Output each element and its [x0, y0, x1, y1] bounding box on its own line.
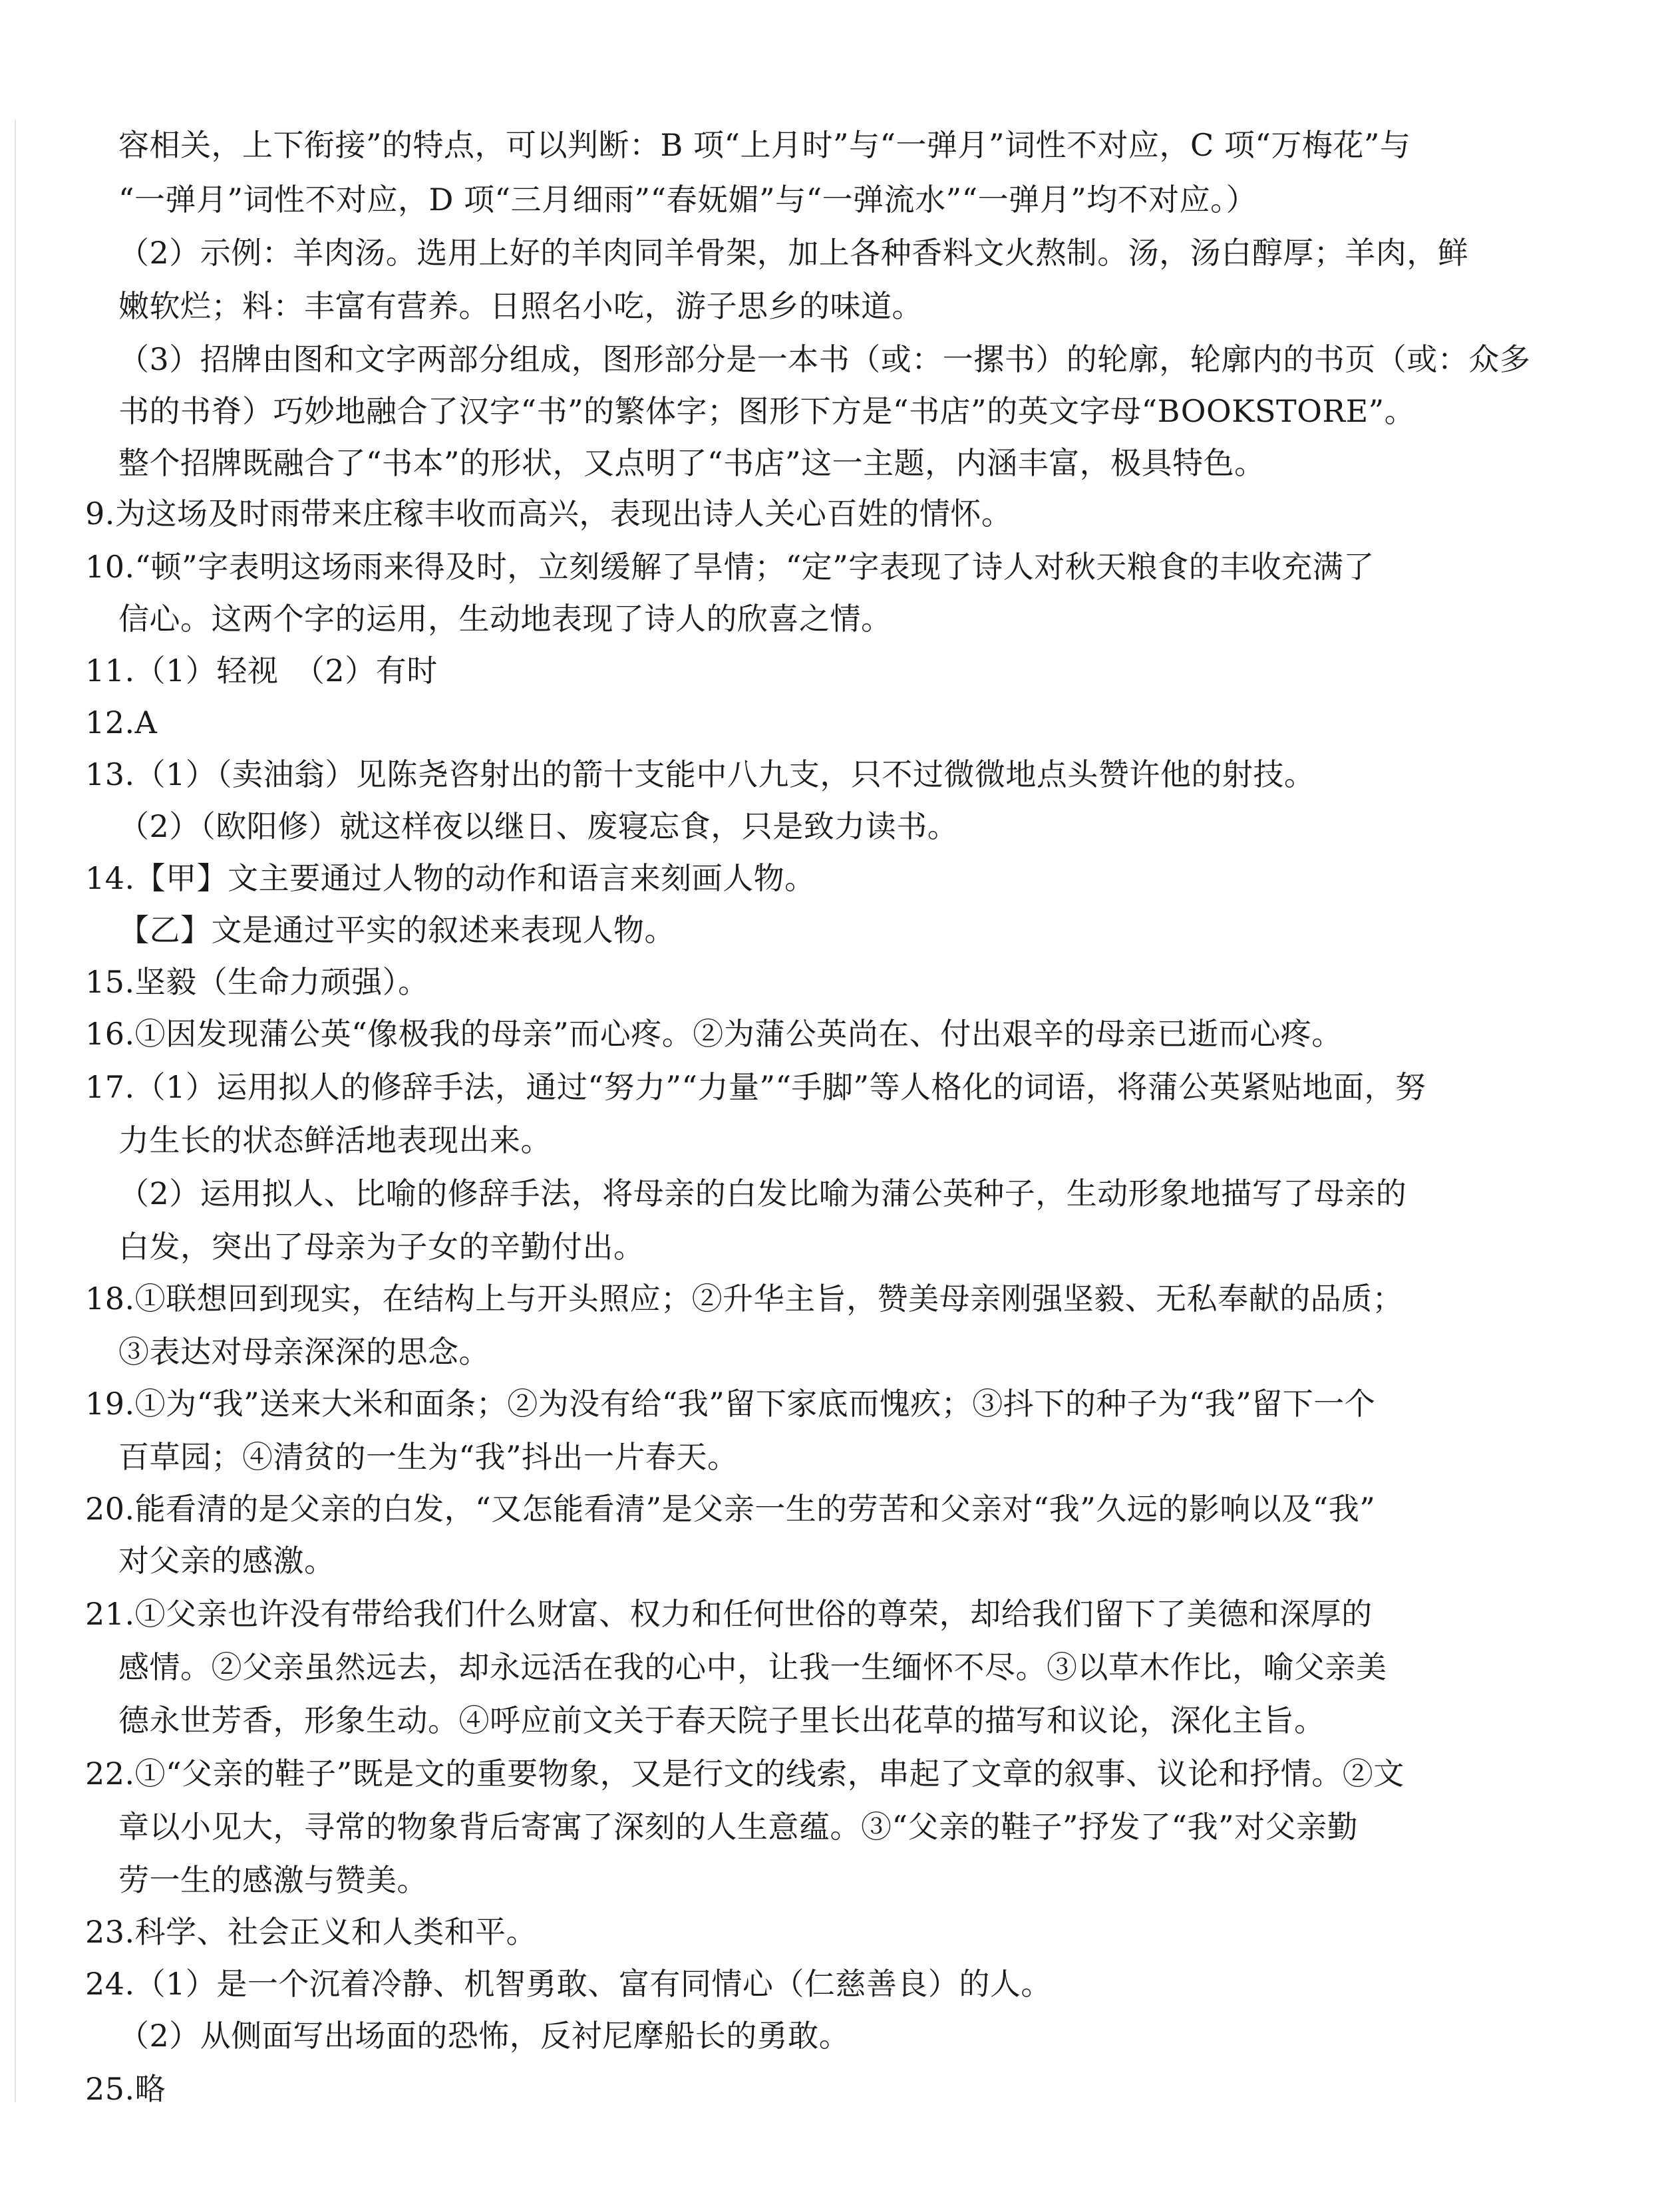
text-line: 信心。这两个字的运用，生动地表现了诗人的欣喜之情。 — [118, 601, 892, 637]
answer-21: 21.①父亲也许没有带给我们什么财富、权力和任何世俗的尊荣，却给我们留下了美德和深厚的 — [85, 1596, 1373, 1632]
answer-16: 16.①因发现蒲公英“像极我的母亲”而心疼。②为蒲公英尚在、付出艰辛的母亲已逝而心疼。 — [85, 1016, 1343, 1052]
answer-15: 15.坚毅（生命力顽强）。 — [85, 964, 429, 1000]
answer-13: 13.（1）（卖油翁）见陈尧咨射出的箭十支能中八九支，只不过微微地点头赞许他的射技。 — [85, 756, 1315, 792]
answer-23: 23.科学、社会正义和人类和平。 — [85, 1914, 538, 1950]
text-line: 【乙】文是通过平实的叙述来表现人物。 — [118, 912, 675, 948]
answer-12: 12.A — [85, 705, 158, 740]
text-line: 白发，突出了母亲为子女的辛勤付出。 — [118, 1229, 645, 1265]
answer-19: 19.①为“我”送来大米和面条；②为没有给“我”留下家底而愧疚；③抖下的种子为“我”留下一个 — [85, 1386, 1376, 1422]
answer-10: 10.“顿”字表明这场雨来得及时，立刻缓解了旱情；“定”字表现了诗人对秋天粮食的丰收充满了 — [85, 549, 1375, 585]
answer-18: 18.①联想回到现实，在结构上与开头照应；②升华主旨，赞美母亲刚强坚毅、无私奉献的品质； — [85, 1281, 1404, 1317]
text-line: 整个招牌既融合了“书本”的形状，又点明了“书店”这一主题，内涵丰富，极具特色。 — [118, 445, 1265, 481]
answer-20: 20.能看清的是父亲的白发，“又怎能看清”是父亲一生的劳苦和父亲对“我”久远的影响以及“我” — [85, 1491, 1376, 1527]
text-line: “一弹月”词性不对应，D 项“三月细雨”“春妩媚”与“一弹流水”“一弹月”均不对应。） — [118, 182, 1257, 218]
answer-9: 9.为这场及时雨带来庄稼丰收而高兴，表现出诗人关心百姓的情怀。 — [85, 496, 1013, 532]
text-line: 章以小见大，寻常的物象背后寄寓了深刻的人生意蕴。③“父亲的鞋子”抒发了“我”对父亲勤 — [118, 1809, 1359, 1845]
answer-24: 24.（1）是一个沉着冷静、机智勇敢、富有同情心（仁慈善良）的人。 — [85, 1966, 1052, 2002]
text-line: （2）示例：羊肉汤。选用上好的羊肉同羊骨架，加上各种香料文火熬制。汤，汤白醇厚；羊肉，鲜 — [118, 235, 1469, 271]
answer-11: 11.（1）轻视 （2）有时 — [85, 653, 438, 689]
text-line: 容相关，上下衔接”的特点，可以判断：B 项“上月时”与“一弹月”词性不对应，C 项“万梅花”与 — [118, 127, 1411, 163]
text-line: ③表达对母亲深深的思念。 — [118, 1334, 490, 1370]
text-line: （2）（欧阳修）就这样夜以继日、废寝忘食，只是致力读书。 — [118, 808, 959, 844]
answer-14: 14.【甲】文主要通过人物的动作和语言来刻画人物。 — [85, 860, 816, 896]
text-line: 感情。②父亲虽然远去，却永远活在我的心中，让我一生缅怀不尽。③以草木作比，喻父亲美 — [118, 1649, 1387, 1685]
text-line: 百草园；④清贫的一生为“我”抖出一片春天。 — [118, 1439, 739, 1475]
text-line: 德永世芳香，形象生动。④呼应前文关于春天院子里长出花草的描写和议论，深化主旨。 — [118, 1702, 1325, 1738]
text-line: 力生长的状态鲜活地表现出来。 — [118, 1122, 552, 1158]
text-line: 嫩软烂；料：丰富有营养。日照名小吃，游子思乡的味道。 — [118, 288, 923, 324]
text-line: 对父亲的感激。 — [118, 1543, 335, 1579]
text-line: （2）运用拟人、比喻的修辞手法，将母亲的白发比喻为蒲公英种子，生动形象地描写了母亲的 — [118, 1176, 1407, 1211]
answer-22: 22.①“父亲的鞋子”既是文的重要物象，又是行文的线索，串起了文章的叙事、议论和抒情。②文 — [85, 1756, 1405, 1792]
text-line: 书的书脊）巧妙地融合了汉字“书”的繁体字；图形下方是“书店”的英文字母“BOOKSTORE”。 — [118, 393, 1416, 429]
text-line: 劳一生的感激与赞美。 — [118, 1862, 428, 1898]
answer-17: 17.（1）运用拟人的修辞手法，通过“努力”“力量”“手脚”等人格化的词语，将蒲公英紧贴地面，努 — [85, 1069, 1426, 1105]
answer-25: 25.略 — [85, 2071, 166, 2107]
text-line: （2）从侧面写出场面的恐怖，反衬尼摩船长的勇敢。 — [118, 2018, 850, 2054]
text-line: （3）招牌由图和文字两部分组成，图形部分是一本书（或：一摞书）的轮廓，轮廓内的书页（或：众多 — [118, 341, 1531, 377]
